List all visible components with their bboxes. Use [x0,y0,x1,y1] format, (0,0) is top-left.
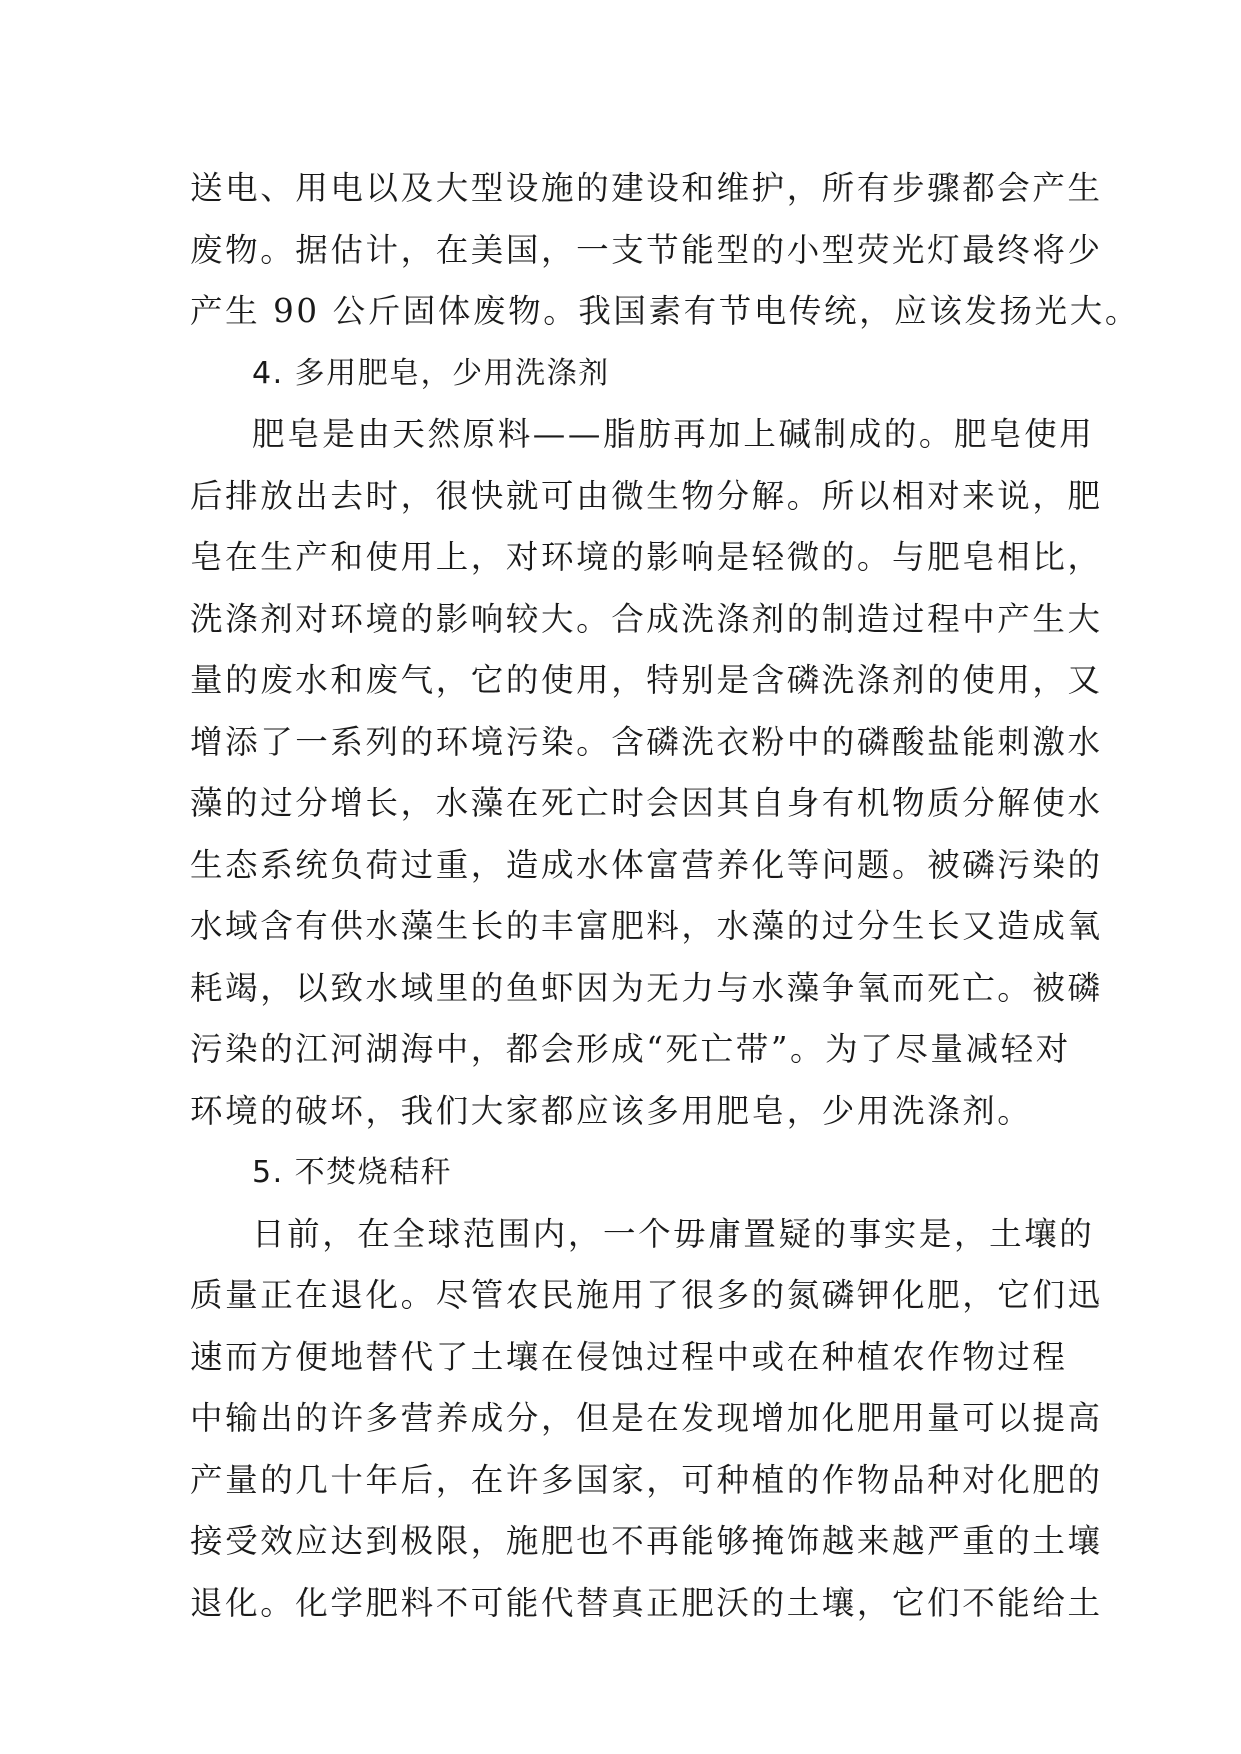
document-body [190,158,1140,1634]
text-line: 生态系统负荷过重，造成水体富营养化等问题。被磷污染的 [190,845,1103,884]
text-line: 废物。据估计，在美国，一支节能型的小型荧光灯最终将少 [190,230,1103,269]
text-line: 皂在生产和使用上，对环境的影响是轻微的。与肥皂相比， [190,538,1103,576]
text-line: 污染的江河湖海中，都会形成“死亡带”。为了尽量减轻对 [190,1030,1071,1068]
text-line: 藻的过分增长，水藻在死亡时会因其自身有机物质分解使水 [190,784,1103,822]
text-line: 接受效应达到极限，施肥也不再能够掩饰越来越严重的土壤 [190,1522,1103,1560]
text-line: 耗竭，以致水域里的鱼虾因为无力与水藻争氧而死亡。被磷 [190,968,1103,1007]
section-heading-4: 4. 多用肥皂，少用洗涤剂 [252,355,610,391]
text-line: 增添了一系列的环境污染。含磷洗衣粉中的磷酸盐能刺激水 [190,722,1103,761]
text-line: 质量正在退化。尽管农民施用了很多的氮磷钾化肥，它们迅 [190,1276,1103,1314]
section-heading-5: 5. 不焚烧秸秆 [252,1155,453,1190]
paragraph-first-line: 日前，在全球范围内，一个毋庸置疑的事实是，土壤的 [252,1214,1095,1253]
text-line: 产生 90 公斤固体废物。我国素有节电传统，应该发扬光大。 [190,292,1140,330]
text-line: 量的废水和废气，它的使用，特别是含磷洗涤剂的使用，又 [190,661,1103,699]
text-line: 洗涤剂对环境的影响较大。合成洗涤剂的制造过程中产生大 [190,599,1103,638]
text-line: 退化。化学肥料不可能代替真正肥沃的土壤，它们不能给土 [190,1583,1103,1622]
text-line: 后排放出去时，很快就可由微生物分解。所以相对来说，肥 [190,476,1103,515]
text-line: 环境的破坏，我们大家都应该多用肥皂，少用洗涤剂。 [190,1091,1033,1130]
text-line: 速而方便地替代了土壤在侵蚀过程中或在种植农作物过程 [190,1337,1068,1376]
text-line: 中输出的许多营养成分，但是在发现增加化肥用量可以提高 [190,1399,1103,1437]
paragraph-first-line: 肥皂是由天然原料——脂肪再加上碱制成的。肥皂使用 [252,415,1095,453]
text-line: 水域含有供水藻生长的丰富肥料，水藻的过分生长又造成氧 [190,907,1103,945]
text-line: 送电、用电以及大型设施的建设和维护，所有步骤都会产生 [190,169,1103,207]
text-line: 产量的几十年后，在许多国家，可种植的作物品种对化肥的 [190,1460,1103,1499]
